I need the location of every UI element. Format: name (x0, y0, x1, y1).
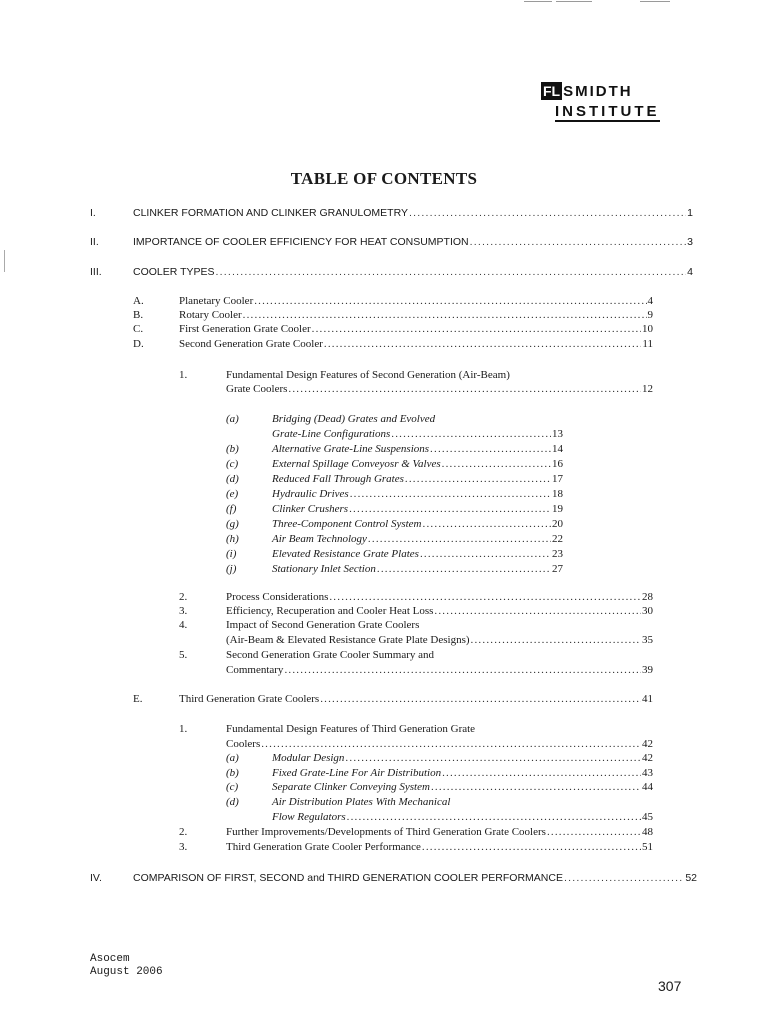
leader-dots (324, 337, 642, 351)
toc-entry (226, 825, 653, 839)
toc-entry-page: 20 (552, 518, 563, 530)
item-number: 3. (179, 841, 188, 853)
toc-entry (179, 322, 653, 336)
toc-entry-label: Grate Coolers (226, 383, 288, 395)
item-number: 2. (179, 826, 188, 838)
toc-entry (133, 235, 693, 249)
leader-dots (471, 633, 641, 647)
leader-dots (420, 547, 551, 561)
toc-entry (133, 206, 693, 220)
section-number: III. (90, 266, 102, 278)
feature-letter: (i) (226, 548, 237, 560)
toc-entry-label: Grate-Line Configurations (272, 428, 391, 440)
toc-entry-page: 28 (642, 591, 653, 603)
toc-entry (272, 442, 563, 456)
toc-entry (226, 663, 653, 677)
feature-letter: (b) (226, 443, 239, 455)
toc-entry (272, 810, 653, 824)
leader-dots (434, 604, 641, 618)
toc-entry-label: COOLER TYPES (133, 266, 215, 278)
toc-entry-label: Coolers (226, 738, 261, 750)
footer-date: August 2006 (90, 966, 163, 978)
toc-entry-label: Separate Clinker Conveying System (272, 781, 430, 793)
feature-letter: (j) (226, 563, 237, 575)
feature-letter: (b) (226, 767, 239, 779)
leader-dots (320, 692, 641, 706)
item-number: 5. (179, 649, 188, 661)
toc-entry-label: Fixed Grate-Line For Air Distribution (272, 767, 442, 779)
leader-dots (288, 382, 641, 396)
subsection-letter: D. (133, 338, 144, 350)
toc-entry (272, 547, 563, 561)
toc-entry (272, 766, 653, 780)
toc-entry-page: 23 (552, 548, 563, 560)
toc-entry-label-line1: Impact of Second Generation Grate Coolers (226, 619, 420, 631)
feature-letter: (c) (226, 458, 239, 470)
item-number: 2. (179, 591, 188, 603)
toc-entry-label: Hydraulic Drives (272, 488, 349, 500)
feature-letter: (f) (226, 503, 237, 515)
toc-entry-label-line1: Air Distribution Plates With Mechanical (272, 796, 451, 808)
scan-artifact-mark (4, 250, 5, 272)
subsection-letter: B. (133, 309, 144, 321)
toc-entry-page: 27 (552, 563, 563, 575)
leader-dots (405, 472, 551, 486)
toc-entry (226, 604, 653, 618)
toc-entry-label: External Spillage Conveyosr & Valves (272, 458, 441, 470)
feature-letter: (e) (226, 488, 239, 500)
toc-entry-label-line1: Bridging (Dead) Grates and Evolved (272, 413, 436, 425)
toc-entry-label: Planetary Cooler (179, 295, 254, 307)
toc-entry (226, 737, 653, 751)
toc-entry-page: 4 (687, 266, 693, 278)
toc-entry (179, 308, 653, 322)
toc-entry (272, 751, 653, 765)
toc-entry-label: Stationary Inlet Section (272, 563, 376, 575)
feature-letter: (a) (226, 413, 239, 425)
toc-entry-label: Flow Regulators (272, 811, 346, 823)
toc-entry-label: Reduced Fall Through Grates (272, 473, 404, 485)
item-number: 1. (179, 369, 188, 381)
toc-entry (226, 840, 653, 854)
item-number: 4. (179, 619, 188, 631)
leader-dots (329, 590, 641, 604)
toc-entry (272, 502, 563, 516)
scan-artifact-line (556, 1, 592, 2)
toc-entry-page: 12 (642, 383, 653, 395)
leader-dots (391, 427, 551, 441)
toc-entry-page: 19 (552, 503, 563, 515)
feature-letter: (a) (226, 752, 239, 764)
toc-entry (133, 871, 697, 885)
leader-dots (470, 235, 687, 249)
leader-dots (254, 294, 646, 308)
toc-entry (179, 337, 653, 351)
toc-entry (272, 562, 563, 576)
logo-smidth: SMIDTH (563, 82, 633, 100)
toc-entry (226, 382, 653, 396)
toc-entry-page: 30 (642, 605, 653, 617)
leader-dots (216, 265, 687, 279)
item-number: 3. (179, 605, 188, 617)
leader-dots (431, 780, 641, 794)
toc-entry (226, 633, 653, 647)
leader-dots (312, 322, 641, 336)
toc-entry-page: 39 (642, 664, 653, 676)
toc-entry-page: 17 (552, 473, 563, 485)
leader-dots (261, 737, 641, 751)
toc-entry-page: 1 (687, 207, 693, 219)
toc-entry (179, 692, 653, 706)
flsmidth-institute-logo (541, 80, 691, 122)
toc-entry-page: 45 (642, 811, 653, 823)
toc-entry-page: 16 (552, 458, 563, 470)
toc-entry (226, 590, 653, 604)
logo-institute: INSTITUTE (555, 103, 660, 120)
logo-fl-box: FL (543, 83, 561, 99)
toc-entry-page: 43 (642, 767, 653, 779)
toc-entry (272, 427, 563, 441)
footer (90, 953, 163, 979)
toc-entry (272, 780, 653, 794)
toc-entry (272, 457, 563, 471)
toc-entry-page: 52 (685, 872, 697, 884)
toc-entry-page: 14 (552, 443, 563, 455)
leader-dots (347, 810, 641, 824)
toc-entry-page: 3 (687, 236, 693, 248)
item-number: 1. (179, 723, 188, 735)
footer-organization: Asocem (90, 953, 130, 965)
toc-entry-page: 51 (642, 841, 653, 853)
section-number: I. (90, 207, 96, 219)
toc-entry-label: Further Improvements/Developments of Third Generation Grate Coolers (226, 826, 546, 838)
toc-entry-label: Alternative Grate-Line Suspensions (272, 443, 430, 455)
leader-dots (564, 871, 684, 885)
toc-entry (272, 472, 563, 486)
toc-entry-page: 48 (642, 826, 653, 838)
leader-dots (243, 308, 647, 322)
toc-entry-page: 42 (642, 752, 653, 764)
leader-dots (442, 457, 551, 471)
leader-dots (409, 206, 686, 220)
toc-entry-label: (Air-Beam & Elevated Resistance Grate Plate Designs) (226, 634, 470, 646)
leader-dots (547, 825, 641, 839)
toc-entry-page: 13 (552, 428, 563, 440)
scan-artifact-line (640, 1, 670, 2)
leader-dots (350, 487, 551, 501)
toc-entry-label: Air Beam Technology (272, 533, 367, 545)
toc-entry-page: 22 (552, 533, 563, 545)
leader-dots (345, 751, 641, 765)
toc-entry-label-line1: Second Generation Grate Cooler Summary and (226, 649, 435, 661)
toc-entry-label: IMPORTANCE OF COOLER EFFICIENCY FOR HEAT CONSUMPTION (133, 236, 469, 248)
leader-dots (422, 840, 641, 854)
subsection-letter: C. (133, 323, 144, 335)
leader-dots (368, 532, 551, 546)
toc-entry-page: 35 (642, 634, 653, 646)
toc-entry-label-line1: Fundamental Design Features of Second Generation (Air-Beam) (226, 369, 510, 381)
leader-dots (284, 663, 641, 677)
toc-entry-label: Process Considerations (226, 591, 329, 603)
subsection-letter: A. (133, 295, 144, 307)
toc-entry-label: Clinker Crushers (272, 503, 349, 515)
section-number: II. (90, 236, 99, 248)
page-title: TABLE OF CONTENTS (290, 169, 478, 188)
toc-entry-label: Modular Design (272, 752, 345, 764)
toc-entry-page: 10 (642, 323, 653, 335)
feature-letter: (h) (226, 533, 239, 545)
toc-entry-label: COMPARISON OF FIRST, SECOND and THIRD GENERATION COOLER PERFORMANCE (133, 872, 563, 884)
toc-entry (272, 487, 563, 501)
toc-entry-page: 18 (552, 488, 563, 500)
toc-entry (133, 265, 693, 279)
toc-entry-label: CLINKER FORMATION AND CLINKER GRANULOMETRY (133, 207, 408, 219)
scan-artifact-line (524, 1, 552, 2)
toc-entry (272, 517, 563, 531)
toc-entry-page: 41 (642, 693, 653, 705)
section-number: IV. (90, 872, 102, 884)
feature-letter: (g) (226, 518, 239, 530)
toc-entry-label: Elevated Resistance Grate Plates (272, 548, 419, 560)
toc-entry-label: Third Generation Grate Cooler Performance (226, 841, 421, 853)
toc-entry-page: 44 (642, 781, 653, 793)
leader-dots (442, 766, 641, 780)
leader-dots (349, 502, 551, 516)
toc-entry-label-line1: Fundamental Design Features of Third Generation Grate (226, 723, 476, 735)
toc-entry-page: 9 (647, 309, 653, 321)
toc-entry-label: Three-Component Control System (272, 518, 422, 530)
toc-entry-label: Third Generation Grate Coolers (179, 693, 320, 705)
leader-dots (423, 517, 551, 531)
toc-entry-label: Second Generation Grate Cooler (179, 338, 323, 350)
leader-dots (377, 562, 551, 576)
subsection-letter: E. (133, 693, 143, 705)
toc-entry (272, 532, 563, 546)
leader-dots (430, 442, 551, 456)
toc-entry-label: Efficiency, Recuperation and Cooler Heat Loss (226, 605, 434, 617)
feature-letter: (d) (226, 473, 239, 485)
feature-letter: (d) (226, 796, 239, 808)
page-number: 307 (658, 978, 682, 994)
toc-entry-page: 11 (642, 338, 653, 350)
toc-entry-page: 4 (647, 295, 653, 307)
toc-entry-label: Rotary Cooler (179, 309, 242, 321)
toc-entry (179, 294, 653, 308)
feature-letter: (c) (226, 781, 239, 793)
toc-entry-page: 42 (642, 738, 653, 750)
toc-entry-label: Commentary (226, 664, 284, 676)
toc-entry-label: First Generation Grate Cooler (179, 323, 311, 335)
